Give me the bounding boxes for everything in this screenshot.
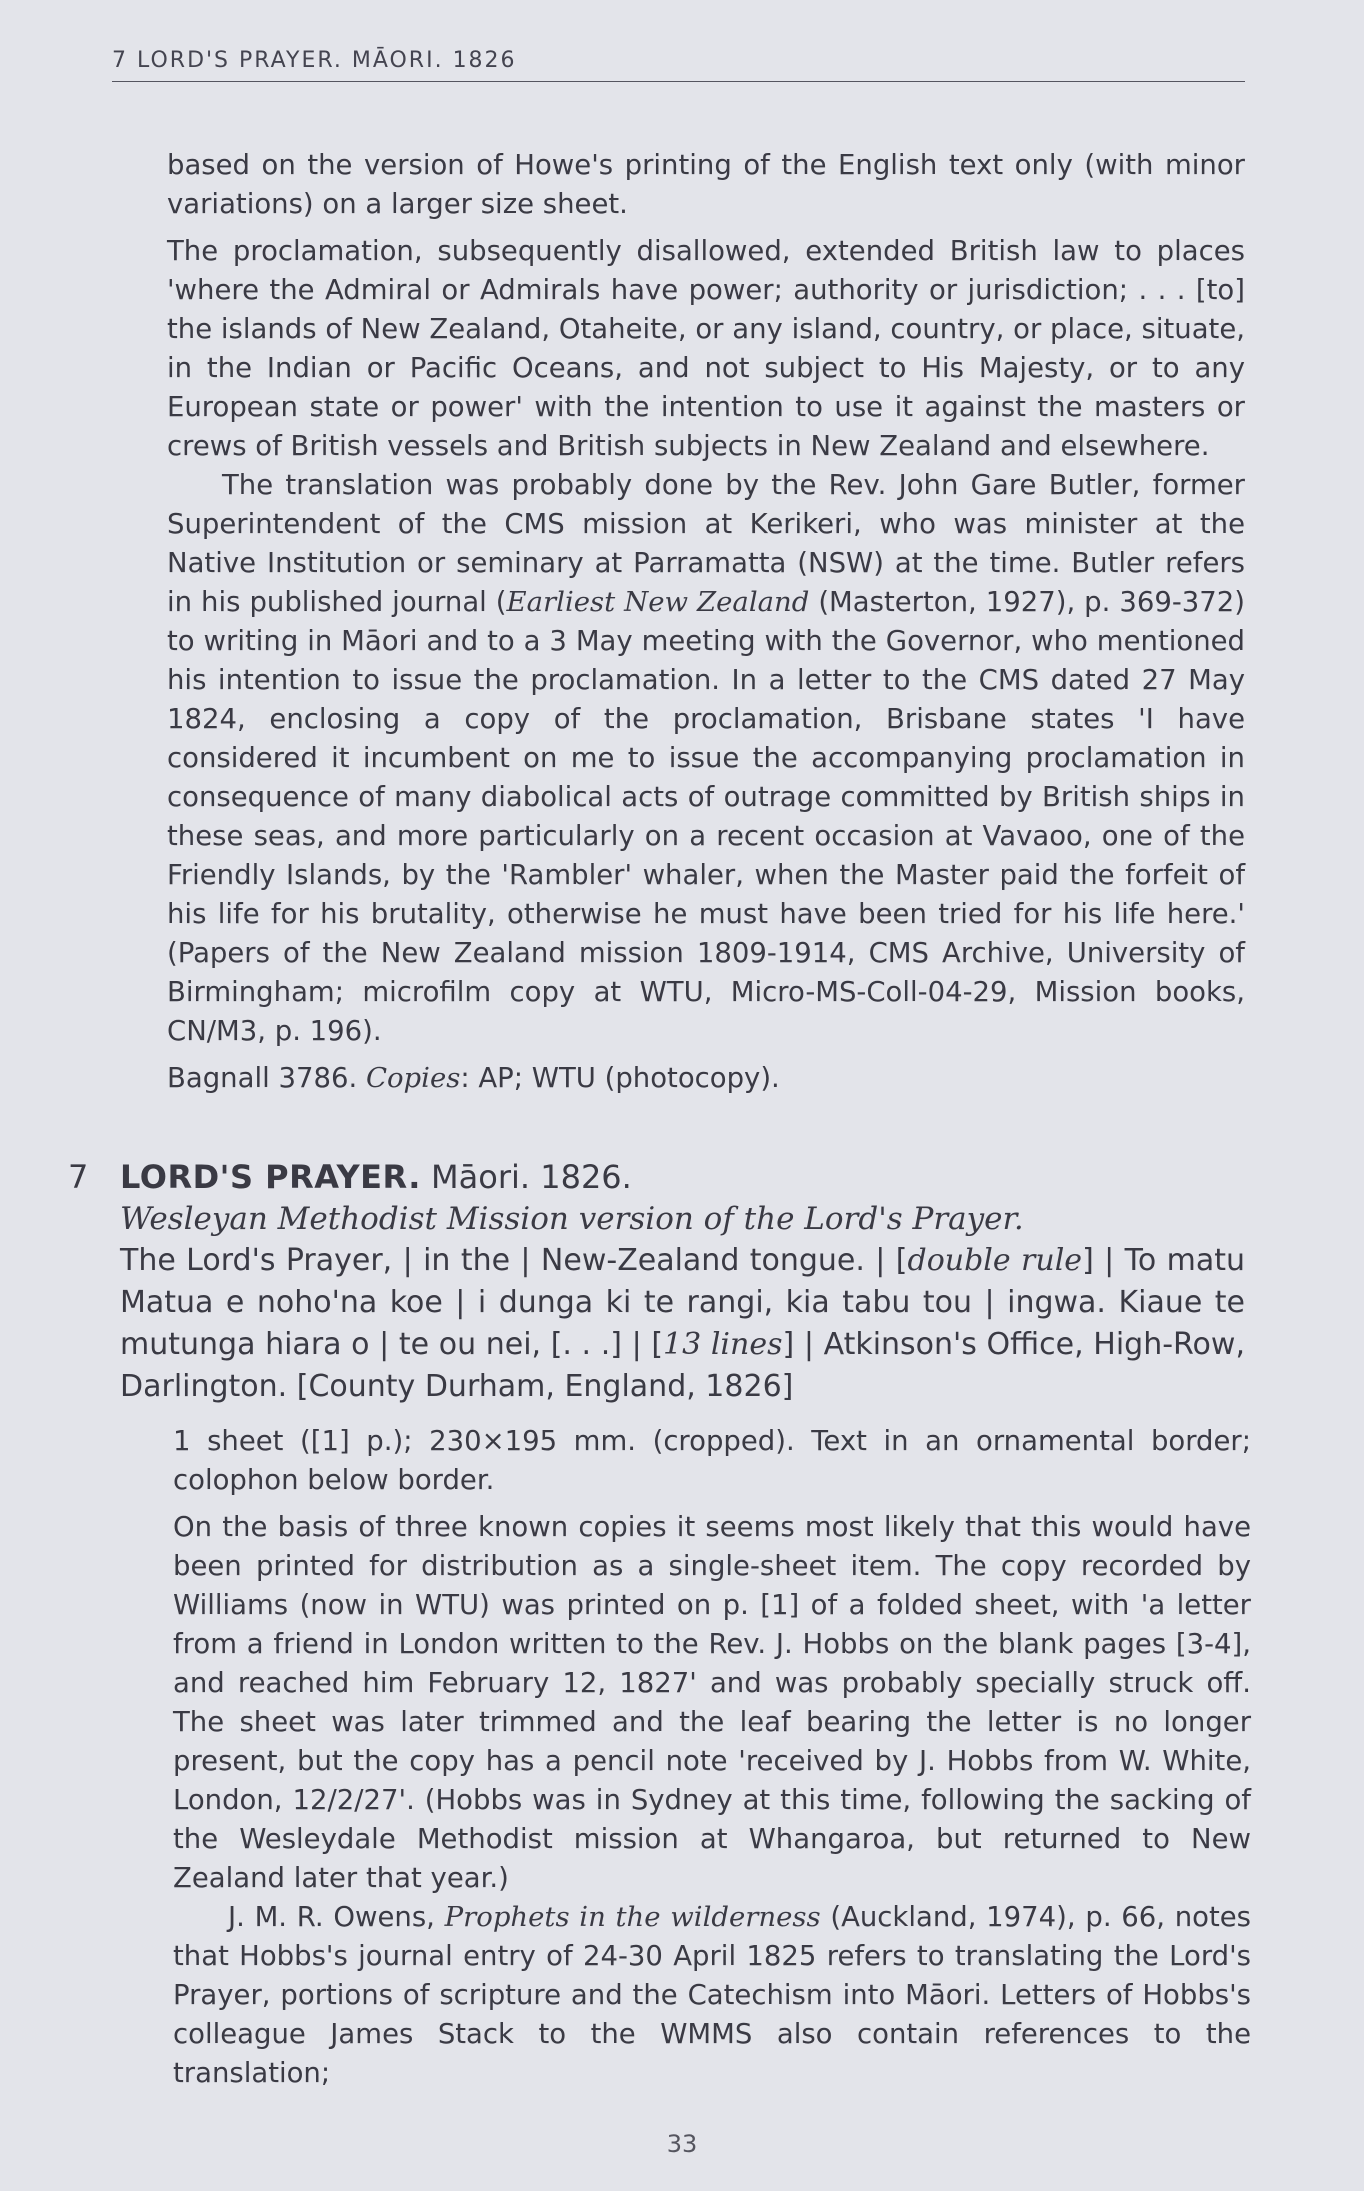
- book-title: Earliest New Zealand: [506, 586, 810, 618]
- paragraph: On the basis of three known copies it seems most likely that this would have been printed for distribution as a single-sheet item. The copy recorded by Williams (now in WTU) was printed on p. [1] of a folded sheet, with 'a letter from a friend in London written to the Rev. J. Hobbs on the blank pages [3-4], and reached him February 12, 1827' and was probably specially struck off. The sheet was later trimmed and the leaf bearing the letter is no longer present, but the copy has a pencil note 'received by J. Hobbs from W. White, London, 12/2/27'. (Hobbs was in Sydney at this time, following the sacking of the Wesleydale Methodist mission at Whangaroa, but returned to New Zealand later that year.): [173, 1511, 1251, 1894]
- page-number: 33: [666, 2130, 698, 2158]
- entry-heading: LORD'S PRAYER.: [120, 1158, 421, 1196]
- paragraph: The translation was probably done by the Rev. John Gare Butler, former Superintendent of the CMS mission at Kerikeri, who was minister at the Native Institution or seminary at Parramatta (NSW) at the time. Butler refers in his published journal (Earliest New Zealand (Masterton, 1927), p. 369-372) to writing in Māori and to a 3 May meeting with the Governor, who mentioned his intention to issue the proclamation. In a letter to the CMS dated 27 May 1824, enclosing a copy of the proclamation, Brisbane states 'I have considered it incumbent on me to issue the accompanying proclamation in consequence of many diabolical acts of outrage committed by British ships in these seas, and more particularly on a recent occasion at Vavaoo, one of the Friendly Islands, by the 'Rambler' whaler, when the Master paid the forfeit of his life for his brutality, otherwise he must have been tried for his life here.' (Papers of the New Zealand mission 1809-1914, CMS Archive, University of Birmingham; microfilm copy at WTU, Micro-MS-Coll-04-29, Mission books, CN/M3, p. 196).: [167, 469, 1245, 1047]
- paragraph: J. M. R. Owens, Prophets in the wilderness (Auckland, 1974), p. 66, notes that Hobbs's journal entry of 24-30 April 1825 refers to translating the Lord's Prayer, portions of scripture and the Catechism into Māori. Letters of Hobbs's colleague James Stack to the WMMS also contain references to the translation;: [173, 1901, 1251, 2089]
- catalogue-entry: [68, 1156, 1245, 1408]
- entry-title: 7 LORD'S PRAYER. Māori. 1826.: [68, 1158, 632, 1196]
- entry-notes: [173, 1422, 1251, 2093]
- entry-number: 7: [68, 1158, 89, 1196]
- intro-section: [167, 146, 1245, 1098]
- paragraph: based on the version of Howe's printing of the English text only (with minor variations) on a larger size sheet.: [167, 149, 1245, 220]
- title-transcription: The Lord's Prayer, | in the | New-Zealand tongue. | [double rule] | To matu Matua e noho'na koe | i dunga ki te rangi, kia tabu tou | ingwa. Kiaue te mutunga hiara o | te ou nei, [. . .] | [13 lines] | Atkinson's Office, High-Row, Darlington. [County Durham, England, 1826]: [120, 1243, 1245, 1404]
- physical-description: 1 sheet ([1] p.); 230×195 mm. (cropped). Text in an ornamental border; colophon below border.: [173, 1425, 1251, 1496]
- bibliographic-reference: Bagnall 3786. Copies: AP; WTU (photocopy).: [167, 1062, 780, 1094]
- entry-subtitle: Wesleyan Methodist Mission version of the Lord's Prayer.: [120, 1201, 1024, 1237]
- book-title: Prophets in the wilderness: [444, 1901, 821, 1933]
- paragraph: The proclamation, subsequently disallowed, extended British law to places 'where the Admiral or Admirals have power; authority or jurisdiction; . . . [to] the islands of New Zealand, Otaheite, or any island, country, or place, situate, in the Indian or Pacific Oceans, and not subject to His Majesty, or to any European state or power' with the intention to use it against the masters or crews of British vessels and British subjects in New Zealand and elsewhere.: [167, 235, 1245, 462]
- running-head: 7 LORD'S PRAYER. MĀORI. 1826: [112, 48, 1245, 82]
